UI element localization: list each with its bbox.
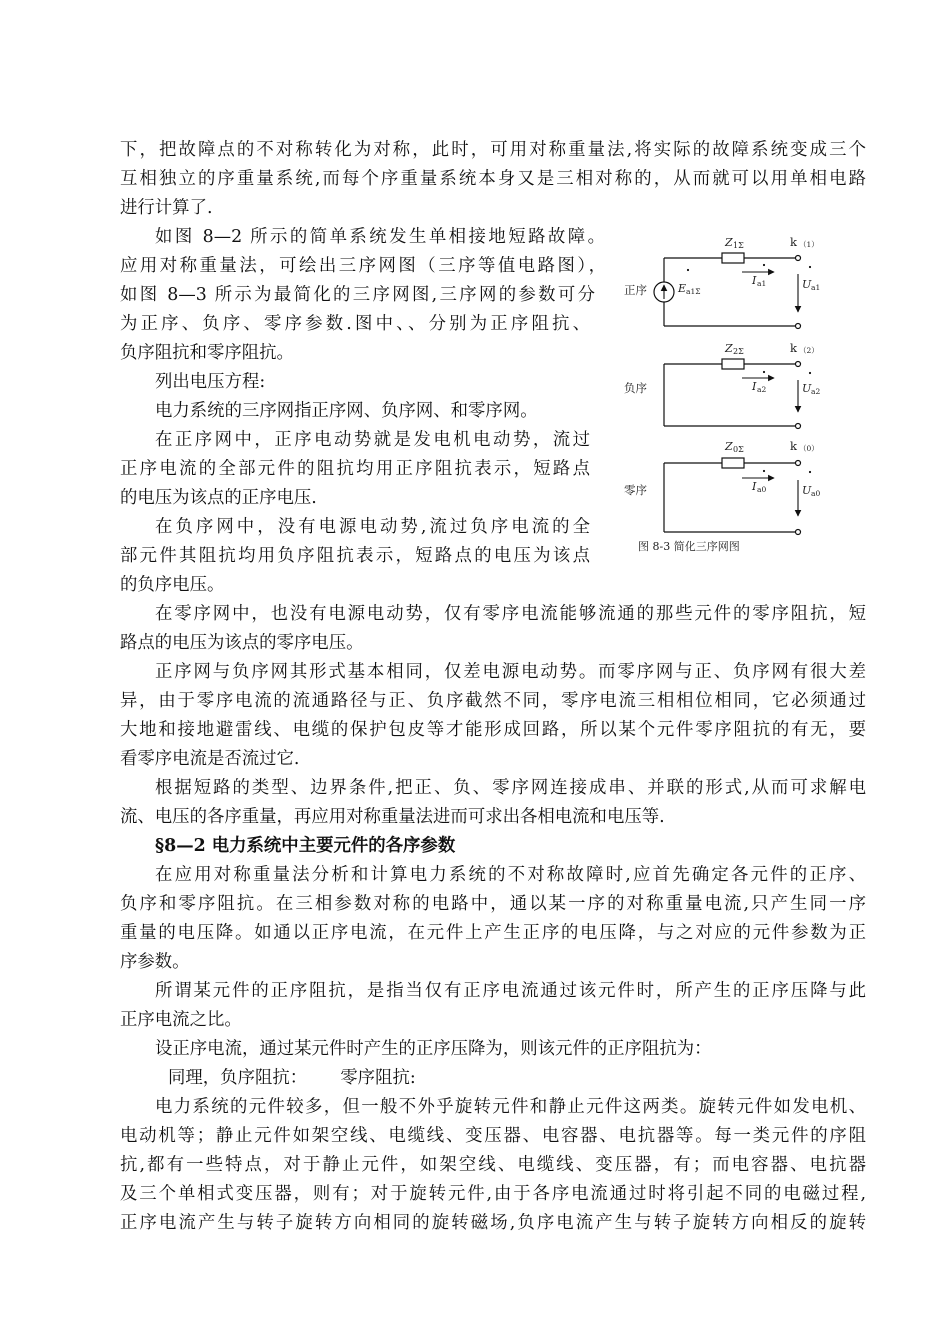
negative-sequence-network [624,341,820,429]
text-line: 同理，负序阻抗： 零序阻抗: [168,1068,416,1088]
text-line: 如图 8—3 所示为最简化的三序网图,三序网的参数可分 [120,285,595,305]
text-line: 在正序网中，正序电动势就是发电机电动势，流过 [155,430,590,450]
svg-text:1Σ: 1Σ [733,241,744,250]
text-line: 负序阻抗和零序阻抗。 [120,343,294,363]
svg-text:k: k [790,235,797,249]
text-line: 进行计算了. [120,198,213,218]
terminal-k2 [796,362,801,367]
svg-text:2Σ: 2Σ [733,347,744,356]
text-line: 应用对称重量法，可绘出三序网图（三序等值电路图）， [120,256,606,276]
svg-text:a0: a0 [757,485,767,494]
svg-text:E: E [678,282,687,295]
text-line: 看零序电流是否流过它. [120,749,300,769]
text-line: 重量的电压降。如通以正序电流，在元件上产生正序的电压降，与之对应的元件参数为正 [120,923,866,943]
text-line: 如图 8—2 所示的简单系统发生单相接地短路故障。 [155,227,605,247]
text-line: 在零序网中，也没有电源电动势，仅有零序电流能够流通的那些元件的零序阻抗，短 [155,604,866,624]
figure-caption: 图 8-3 简化三序网图 [638,540,740,553]
text-line: 正序电流产生与转子旋转方向相同的旋转磁场,负序电流产生与转子旋转方向相反的旋转 [120,1213,866,1233]
text-line: 的负序电压。 [120,575,225,595]
text-line: 序参数。 [120,952,190,972]
svg-text:I: I [752,274,757,287]
text-line: 互相独立的序重量系统,而每个序重量系统本身又是三相对称的，从而就可以用单相电路 [120,169,866,189]
terminal-k1 [796,256,801,261]
svg-text:a1: a1 [757,279,767,288]
sequence-network-diagram [612,226,850,566]
impedance-z1 [722,253,744,263]
svg-text:a1: a1 [811,283,821,292]
svg-text:a2: a2 [757,385,767,394]
text-line: 正序电流之比。 [120,1010,242,1030]
svg-text:U: U [802,484,812,497]
text-line: 异，由于零序电流的流通路径与正、负序截然不同，零序电流三相相位相同，它必须通过 [120,691,866,711]
svg-text:Z: Z [725,236,733,249]
text-line: 大地和接地避雷线、电缆的保护包皮等才能形成回路，所以某个元件零序阻抗的有无，要 [120,720,866,740]
text-line: 在负序网中，没有电源电动势,流过负序电流的全 [155,517,590,537]
terminal-k2-ground [796,424,801,429]
text-line: 电动机等；静止元件如架空线、电缆线、变压器、电容器、电抗器等。每一类元件的序阻 [120,1126,866,1146]
text-line: 在应用对称重量法分析和计算电力系统的不对称故障时,应首先确定各元件的正序、 [155,865,866,885]
text-line: 正序网与负序网其形式基本相同，仅差电源电动势。而零序网与正、负序网有很大差 [155,662,866,682]
negative-sequence-label: 负序 [624,381,647,395]
text-line: 电力系统的三序网指正序网、负序网、和零序网。 [155,401,538,421]
sequence-network-figure [612,226,850,566]
svg-text:U: U [802,278,812,291]
svg-text:a1Σ: a1Σ [686,287,701,296]
svg-text:I: I [752,380,757,393]
svg-text:（2）: （2） [799,346,819,355]
svg-text:（0）: （0） [799,444,819,453]
text-line: 下，把故障点的不对称转化为对称，此时，可用对称重量法,将实际的故障系统变成三个 [120,140,866,160]
terminal-k0-ground [796,530,801,535]
svg-text:Z: Z [725,440,733,453]
svg-text:Z: Z [725,342,733,355]
text-line: 列出电压方程: [155,372,266,392]
svg-text:0Σ: 0Σ [733,445,744,454]
svg-text:a2: a2 [811,387,821,396]
text-line: 所谓某元件的正序阻抗，是指当仅有正序电流通过该元件时，所产生的正序压降与此 [155,981,866,1001]
impedance-z0 [722,458,744,468]
text-line: 流、电压的各序重量，再应用对称重量法进而可求出各相电流和电压等. [120,807,665,827]
terminal-k1-ground [796,324,801,329]
svg-text:U: U [802,382,812,395]
svg-text:a0: a0 [811,489,821,498]
impedance-z2 [722,359,744,369]
positive-sequence-network [624,235,820,329]
text-line: 负序和零序阻抗。在三相参数对称的电路中，通以某一序的对称重量电流,只产生同一序 [120,894,866,914]
svg-text:k: k [790,341,797,355]
svg-text:（1）: （1） [799,240,819,249]
terminal-k0 [796,461,801,466]
text-line: 路点的电压为该点的零序电压。 [120,633,364,653]
text-line: 正序电流的全部元件的阻抗均用正序阻抗表示，短路点 [120,459,590,479]
text-line: 及三个单相式变压器，则有；对于旋转元件,由于各序电流通过时将引起不同的电磁过程, [120,1184,866,1204]
text-line: 电力系统的元件较多，但一般不外乎旋转元件和静止元件这两类。旋转元件如发电机、 [155,1097,866,1117]
text-line: 抗,都有一些特点，对于静止元件，如架空线、电缆线、变压器，有；而电容器、电抗器 [120,1155,866,1175]
zero-sequence-label: 零序 [624,483,647,497]
svg-text:k: k [790,439,797,453]
text-line: 设正序电流，通过某元件时产生的正序压降为，则该元件的正序阻抗为： [155,1039,712,1059]
text-line: 为正序、负序、零序参数.图中、、分别为正序阻抗、 [120,314,590,334]
positive-sequence-label: 正序 [624,283,647,297]
text-line: 的电压为该点的正序电压. [120,488,317,508]
zero-sequence-network [624,439,820,535]
text-line: 根据短路的类型、边界条件,把正、负、零序网连接成串、并联的形式,从而可求解电 [155,778,866,798]
text-line: 部元件其阻抗均用负序阻抗表示，短路点的电压为该点 [120,546,590,566]
svg-text:I: I [752,480,757,493]
section-heading: §8—2 电力系统中主要元件的各序参数 [155,836,456,856]
